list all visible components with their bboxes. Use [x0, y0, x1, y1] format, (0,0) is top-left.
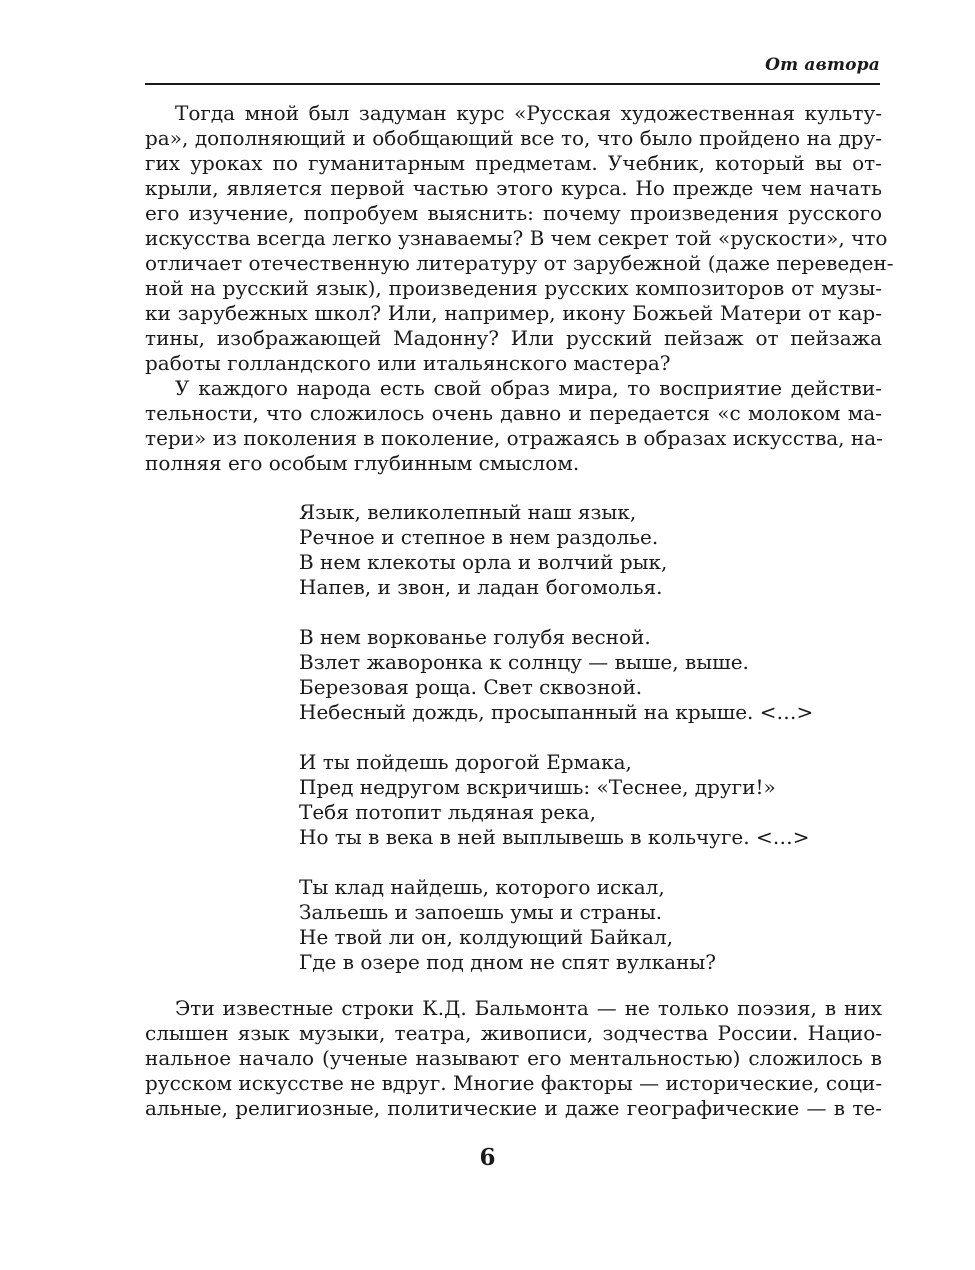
poem-line: Тебя потопит льдяная река,	[299, 800, 596, 824]
poem-line: И ты пойдешь дорогой Ермака,	[299, 750, 632, 774]
paragraph-2	[145, 376, 882, 476]
text-line: крыли, является первой частью этого курса. Но прежде чем начать	[145, 176, 882, 200]
text-line: его изучение, попробуем выяснить: почему произведения русского	[145, 201, 882, 225]
poem-line: Небесный дождь, просыпанный на крыше. <…>	[299, 700, 814, 724]
paragraph-1	[145, 101, 894, 376]
text-line: гих уроках по гуманитарным предметам. Учебник, который вы от-	[145, 151, 882, 175]
poem-stanza-2	[299, 625, 813, 725]
text-line: отличает отечественную литературу от зарубежной (даже переведен-	[145, 251, 894, 275]
paragraph-3	[145, 996, 882, 1121]
text-line: полняя его особым глубинным смыслом.	[145, 451, 580, 475]
text-line: Эти известные строки К.Д. Бальмонта — не только поэзия, в них	[175, 996, 882, 1020]
running-header	[145, 53, 880, 85]
poem-line: В нем воркованье голубя весной.	[299, 625, 651, 649]
poem-line: В нем клекоты орла и волчий рык,	[299, 550, 668, 574]
poem-line: Пред недругом вскричишь: «Теснее, други!»	[299, 775, 776, 799]
poem-quote	[299, 500, 813, 1000]
intro-text	[145, 101, 894, 476]
poem-stanza-3	[299, 750, 813, 850]
text-line: русском искусстве не вдруг. Многие факторы — исторические, соци-	[145, 1071, 883, 1095]
text-line: тельности, что сложилось очень давно и передается «с молоком ма-	[145, 401, 882, 425]
poem-line: Где в озере под дном не спят вулканы?	[299, 950, 717, 974]
text-line: У каждого народа есть свой образ мира, то восприятие действи-	[175, 376, 882, 400]
poem-stanza-1	[299, 500, 813, 600]
text-line: ра», дополняющий и обобщающий все то, что было пройдено на дру-	[145, 126, 882, 150]
text-line: работы голландского или итальянского мастера?	[145, 351, 671, 375]
poem-line: Взлет жаворонка к солнцу — выше, выше.	[299, 650, 749, 674]
poem-line: Напев, и звон, и ладан богомолья.	[299, 575, 663, 599]
poem-line: Язык, великолепный наш язык,	[299, 500, 637, 524]
running-header-title: От автора	[765, 55, 880, 75]
text-line: нальное начало (ученые называют его ментальностью) сложилось в	[145, 1046, 882, 1070]
text-line: тины, изображающей Мадонну? Или русский пейзаж от пейзажа	[145, 326, 882, 350]
text-line: ной на русский язык), произведения русских композиторов от музы-	[145, 276, 882, 300]
poem-line: Березовая роща. Свет сквозной.	[299, 675, 643, 699]
page-number: 6	[479, 1144, 496, 1171]
poem-line: Но ты в века в ней выплывешь в кольчуге. <…>	[299, 825, 810, 849]
closing-text	[145, 996, 882, 1121]
poem-line: Речное и степное в нем раздолье.	[299, 525, 659, 549]
text-line: искусства всегда легко узнаваемы? В чем секрет той «рускости», что	[145, 226, 888, 250]
text-line: слышен язык музыки, театра, живописи, зодчества России. Нацио-	[145, 1021, 882, 1045]
poem-stanza-4	[299, 875, 813, 975]
text-line: Тогда мной был задуман курс «Русская художественная культу-	[175, 101, 882, 125]
poem-line: Зальешь и запоешь умы и страны.	[299, 900, 663, 924]
poem-line: Не твой ли он, колдующий Байкал,	[299, 925, 673, 949]
poem-line: Ты клад найдешь, которого искал,	[299, 875, 665, 899]
text-line: ки зарубежных школ? Или, например, икону Божьей Матери от кар-	[145, 301, 882, 325]
text-line: тери» из поколения в поколение, отражаясь в образах искусства, на-	[145, 426, 883, 450]
text-line: альные, религиозные, политические и даже географические — в те-	[145, 1096, 882, 1120]
